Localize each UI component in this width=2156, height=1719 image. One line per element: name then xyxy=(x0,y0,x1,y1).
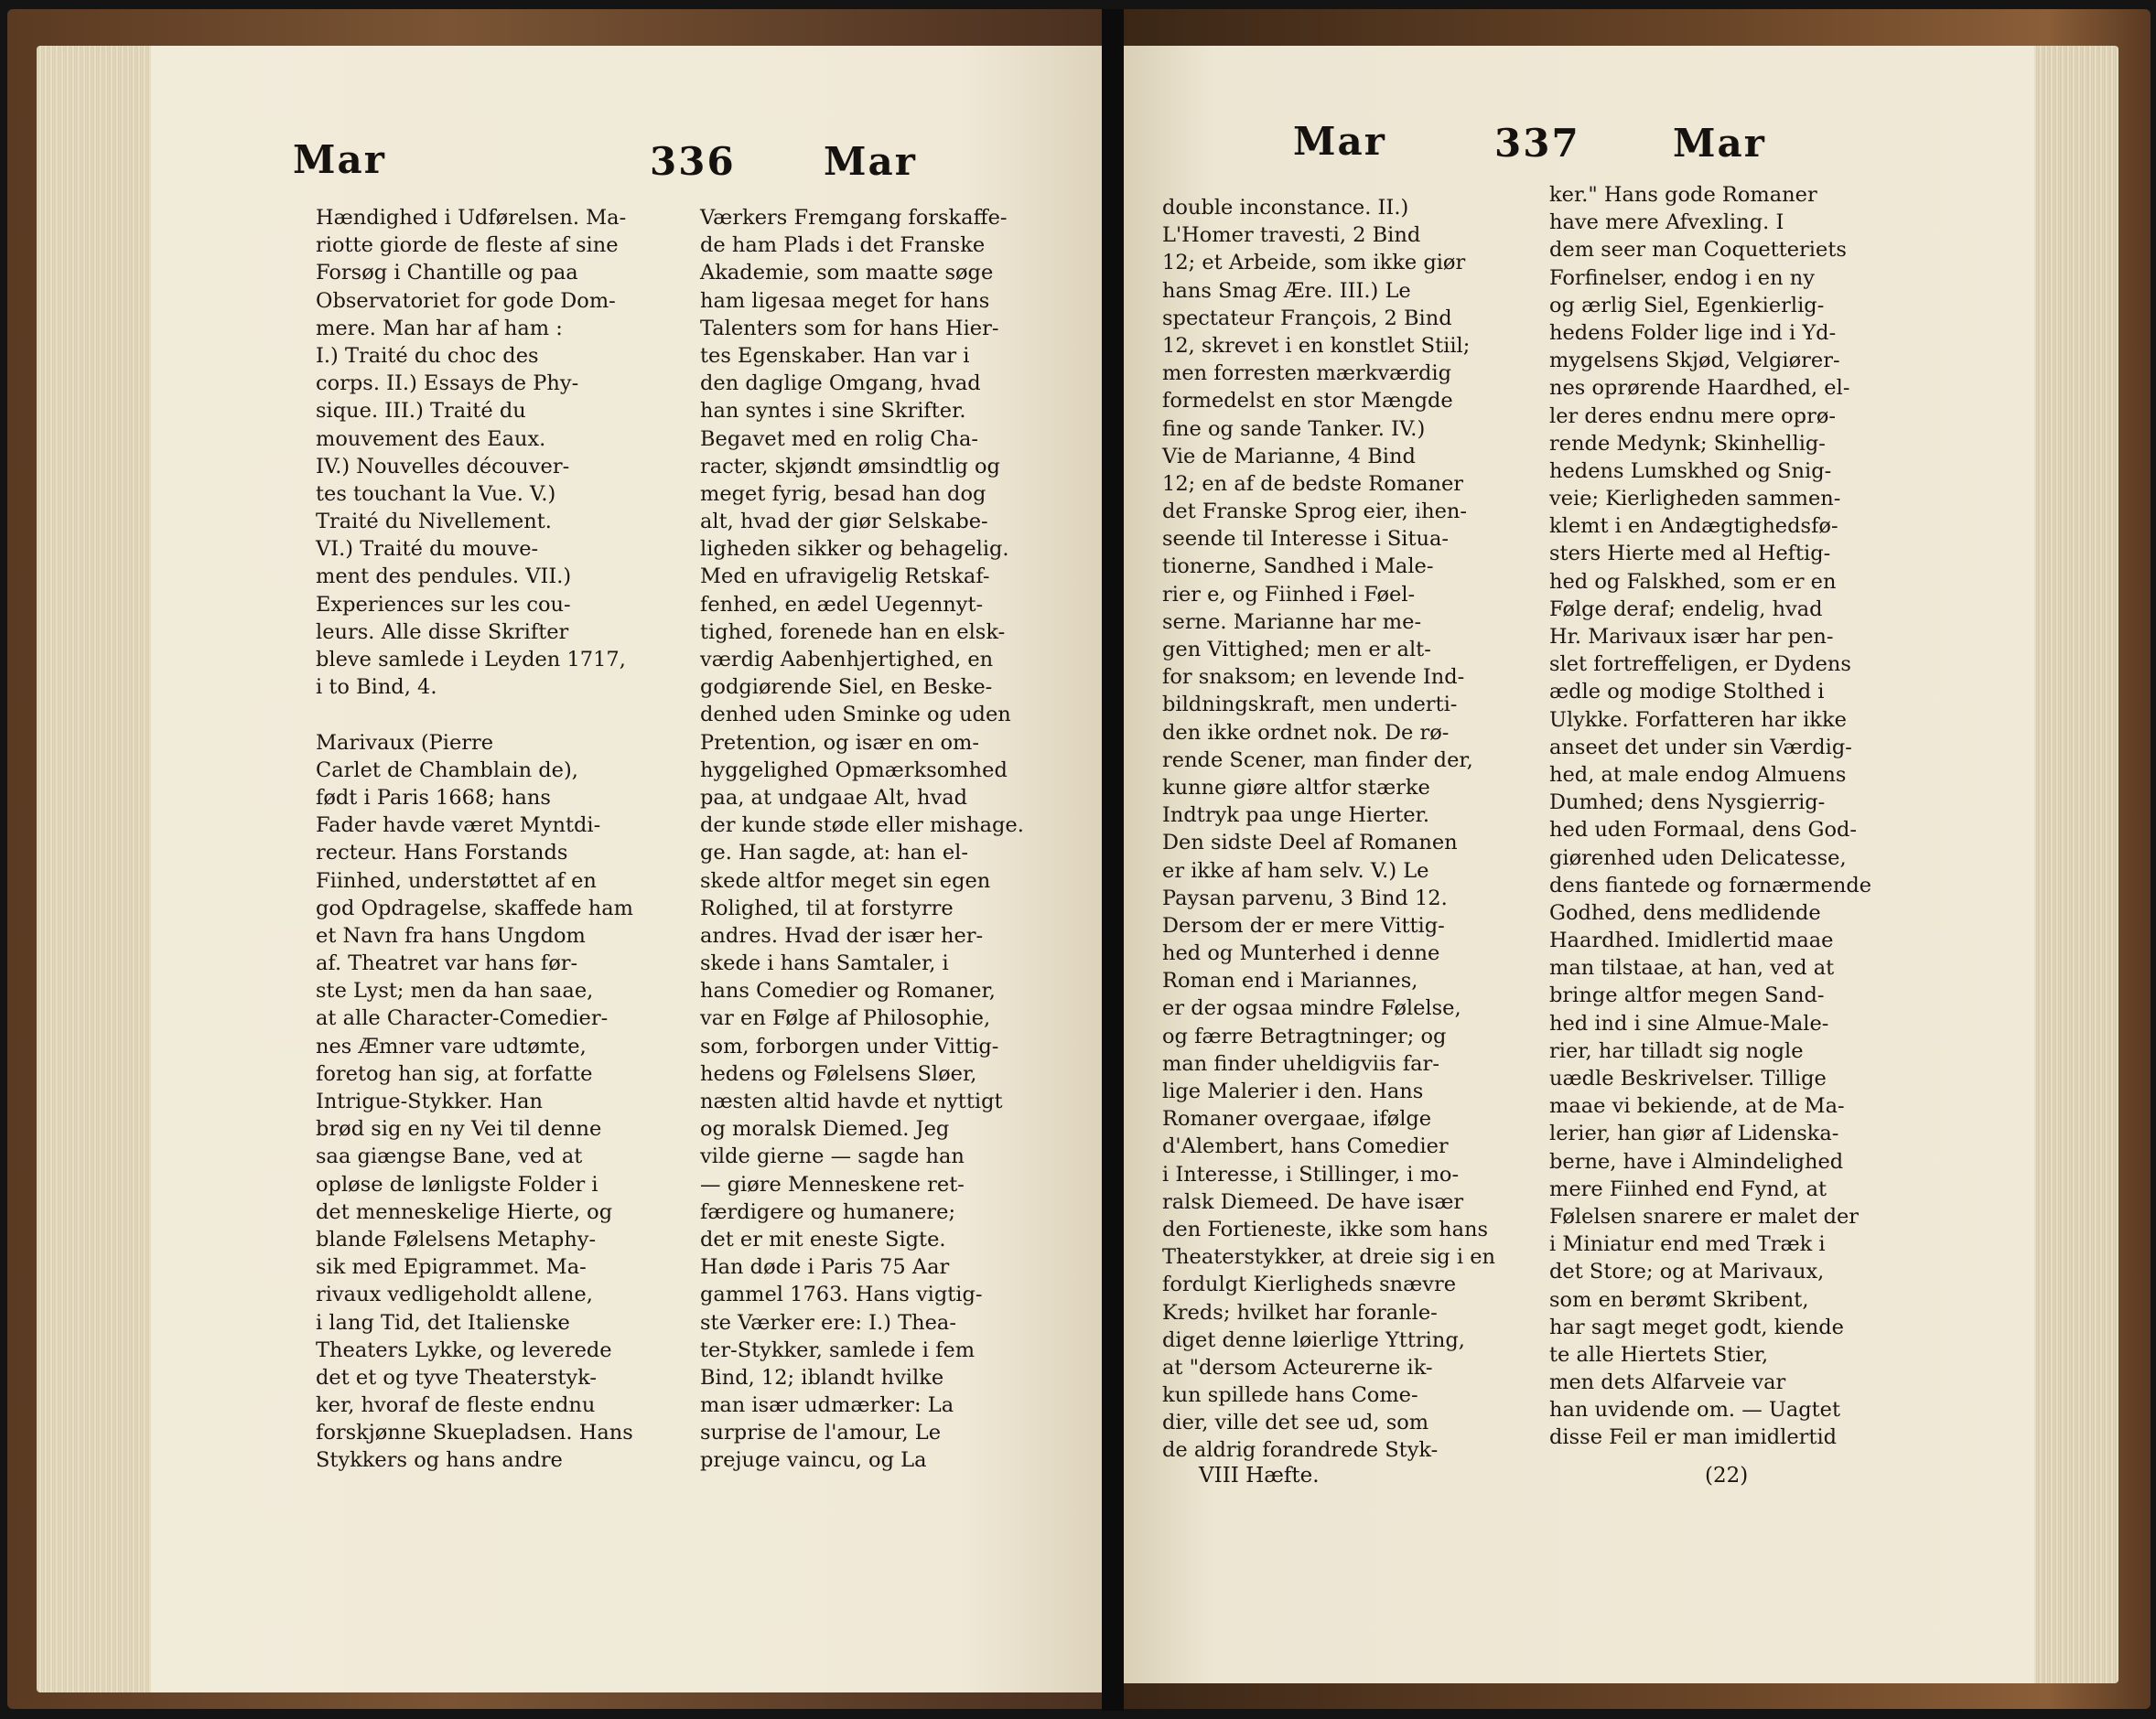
text-line: lerier, han giør af Lidenska- xyxy=(1549,1122,1839,1146)
text-line: anseet det under sin Værdig- xyxy=(1549,735,1852,759)
text-line: Følge deraf; endelig, hvad xyxy=(1549,596,1823,621)
text-line: bildningskraft, men underti- xyxy=(1162,693,1458,717)
text-line: lige Malerier i den. Hans xyxy=(1162,1080,1424,1103)
left-header-right: Mar xyxy=(824,139,917,184)
text-line: 12; et Arbeide, som ikke giør xyxy=(1162,251,1466,275)
text-line: Talenters som for hans Hier- xyxy=(700,316,999,340)
left-page-column-1 xyxy=(316,204,663,1475)
text-line: leurs. Alle disse Skrifter xyxy=(316,619,569,644)
text-line: hed ind i sine Almue-Male- xyxy=(1549,1011,1829,1036)
left-page-number: 336 xyxy=(650,139,736,184)
text-line: tes touchant la Vue. V.) xyxy=(316,481,556,506)
text-line: rende Scener, man finder der, xyxy=(1162,747,1473,772)
text-line: hed og Munterhed i denne xyxy=(1162,941,1440,966)
text-line: hedens og Følelsens Sløer, xyxy=(700,1061,977,1086)
text-line: sique. III.) Traité du xyxy=(316,399,526,424)
text-line: riotte giorde de fleste af sine xyxy=(316,233,619,258)
text-line: Haardhed. Imidlertid maae xyxy=(1549,929,1834,953)
text-line: recteur. Hans Forstands xyxy=(316,841,568,865)
text-line: denhed uden Sminke og uden xyxy=(700,703,1011,727)
text-line: ler deres endnu mere oprø- xyxy=(1549,403,1836,428)
text-line: kun spillede hans Come- xyxy=(1162,1383,1418,1408)
text-line: skede i hans Samtaler, i xyxy=(700,951,949,976)
text-line: Marivaux (Pierre xyxy=(316,730,494,755)
text-line: Theaters Lykke, og leverede xyxy=(316,1338,612,1362)
text-line: ge. Han sagde, at: han el- xyxy=(700,841,968,865)
text-line: den Fortieneste, ikke som hans xyxy=(1162,1217,1489,1241)
text-line: næsten altid havde et nyttigt xyxy=(700,1090,1003,1113)
right-page-number: 337 xyxy=(1494,121,1580,166)
text-line: for snaksom; en levende Ind- xyxy=(1162,665,1465,690)
text-line: rivaux vedligeholdt allene, xyxy=(316,1283,593,1307)
text-line: foretog han sig, at forfatte xyxy=(316,1061,593,1086)
text-line: hedens Lumskhed og Snig- xyxy=(1549,458,1832,483)
text-line: Forsøg i Chantille og paa xyxy=(316,261,578,285)
text-line: ste Værker ere: I.) Thea- xyxy=(700,1310,956,1335)
text-line: Fiinhed, understøttet af en xyxy=(316,868,597,893)
text-line: hans Smag Ære. III.) Le xyxy=(1162,278,1411,303)
text-line: Dumhed; dens Nysgierrig- xyxy=(1549,790,1826,815)
text-line: giørenhed uden Delicatesse, xyxy=(1549,845,1847,870)
text-line: det er mit eneste Sigte. xyxy=(700,1227,946,1252)
text-line: Dersom der er mere Vittig- xyxy=(1162,913,1445,938)
text-line: mygelsens Skjød, Velgiører- xyxy=(1549,349,1840,373)
right-page-column-2 xyxy=(1549,181,1915,1452)
text-line: det menneskelige Hierte, og xyxy=(316,1199,613,1224)
text-line: uædle Beskrivelser. Tillige xyxy=(1549,1067,1827,1090)
text-line: kunne giøre altfor stærke xyxy=(1162,775,1430,800)
text-line: fenhed, en ædel Uegennyt- xyxy=(700,592,984,617)
text-line: bleve samlede i Leyden 1717, xyxy=(316,648,626,671)
text-line: dier, ville det see ud, som xyxy=(1162,1411,1429,1435)
text-line: saa giængse Bane, ved at xyxy=(316,1144,583,1169)
text-line: ædle og modige Stolthed i xyxy=(1549,680,1825,704)
book-gutter xyxy=(1102,9,1124,1711)
text-line: Stykkers og hans andre xyxy=(316,1448,563,1473)
right-header-left: Mar xyxy=(1293,119,1386,164)
text-line: at "dersom Acteurerne ik- xyxy=(1162,1355,1433,1380)
text-line: racter, skjøndt ømsindtlig og xyxy=(700,454,1000,478)
text-line: Han døde i Paris 75 Aar xyxy=(700,1255,950,1280)
text-line: slet fortreffeligen, er Dydens xyxy=(1549,652,1851,677)
text-line: Indtryk paa unge Hierter. xyxy=(1162,803,1429,828)
text-line: 12, skrevet i en konstlet Stiil; xyxy=(1162,333,1471,358)
text-line: han uvidende om. — Uagtet xyxy=(1549,1398,1841,1423)
right-page xyxy=(1124,46,2034,1683)
text-line: i Interesse, i Stillinger, i mo- xyxy=(1162,1162,1460,1187)
text-line: Med en ufravigelig Retskaf- xyxy=(700,564,990,589)
text-line: ment des pendules. VII.) xyxy=(316,564,572,589)
text-line: Forfinelser, endog i en ny xyxy=(1549,265,1815,290)
text-line: det et og tyve Theaterstyk- xyxy=(316,1365,597,1390)
text-line: paa, at undgaae Alt, hvad xyxy=(700,785,968,810)
text-line: værdig Aabenhjertighed, en xyxy=(700,648,994,671)
page-edges-left xyxy=(37,46,156,1692)
text-line: disse Feil er man imidlertid xyxy=(1549,1425,1838,1450)
page-edges-right xyxy=(2032,46,2118,1683)
text-line: hans Comedier og Romaner, xyxy=(700,979,996,1004)
right-page-column-1 xyxy=(1162,194,1519,1465)
text-line: man især udmærker: La xyxy=(700,1393,954,1418)
text-line: Romaner overgaae, ifølge xyxy=(1162,1107,1432,1132)
text-line: god Opdragelse, skaffede ham xyxy=(316,896,634,920)
text-line: tighed, forenede han en elsk- xyxy=(700,619,1006,644)
text-line: de aldrig forandrede Styk- xyxy=(1162,1438,1439,1463)
text-line: te alle Hiertets Stier, xyxy=(1549,1342,1769,1367)
left-page xyxy=(151,46,1103,1692)
text-line: dem seer man Coquetteriets xyxy=(1549,238,1847,263)
text-line: double inconstance. II.) xyxy=(1162,196,1409,220)
text-line: Den sidste Deel af Romanen xyxy=(1162,831,1458,855)
text-line: Følelsen snarere er malet der xyxy=(1549,1204,1860,1229)
text-line: nes Æmner vare udtømte, xyxy=(316,1034,587,1058)
text-line: andres. Hvad der især her- xyxy=(700,923,984,948)
text-line: i Miniatur end med Træk i xyxy=(1549,1232,1826,1257)
text-line: hedens Folder lige ind i Yd- xyxy=(1549,320,1837,345)
text-line: Fader havde været Myntdi- xyxy=(316,813,601,838)
text-line: i to Bind, 4. xyxy=(316,675,437,700)
text-line: forskjønne Skuepladsen. Hans xyxy=(316,1421,633,1445)
text-line: der kunde støde eller mishage. xyxy=(700,813,1024,838)
text-line: var en Følge af Philosophie, xyxy=(700,1006,991,1031)
text-line: spectateur François, 2 Bind xyxy=(1162,306,1452,330)
text-line: maae vi bekiende, at de Ma- xyxy=(1549,1094,1845,1119)
text-line: Ulykke. Forfatteren har ikke xyxy=(1549,707,1847,732)
text-line: er ikke af ham selv. V.) Le xyxy=(1162,858,1429,883)
text-line: sters Hierte med al Heftig- xyxy=(1549,542,1831,566)
text-line: ker." Hans gode Romaner xyxy=(1549,183,1817,207)
text-line: mouvement des Eaux. xyxy=(316,426,546,451)
text-line: tes Egenskaber. Han var i xyxy=(700,343,970,368)
text-line: og ærlig Siel, Egenkierlig- xyxy=(1549,293,1825,317)
text-line: veie; Kierligheden sammen- xyxy=(1549,487,1841,511)
text-line: det Franske Sprog eier, ihen- xyxy=(1162,500,1468,524)
text-line: Bind, 12; iblandt hvilke xyxy=(700,1365,944,1390)
text-line: Godhed, dens medlidende xyxy=(1549,900,1821,925)
text-line: mere. Man har af ham : xyxy=(316,316,563,340)
text-line: have mere Afvexling. I xyxy=(1549,210,1784,235)
text-line: men dets Alfarveie var xyxy=(1549,1370,1786,1395)
text-line: fine og sande Tanker. IV.) xyxy=(1162,416,1426,441)
text-line: rende Medynk; Skinhellig- xyxy=(1549,431,1826,456)
text-line: af. Theatret var hans før- xyxy=(316,951,578,976)
text-line: IV.) Nouvelles découver- xyxy=(316,454,570,478)
text-line: de ham Plads i det Franske xyxy=(700,233,986,258)
text-line xyxy=(316,701,663,728)
text-line: prejuge vaincu, og La xyxy=(700,1448,927,1473)
text-line: — giøre Menneskene ret- xyxy=(700,1172,965,1197)
text-line: Roman end i Mariannes, xyxy=(1162,969,1418,994)
text-line: Pretention, og især en om- xyxy=(700,730,979,755)
text-line: Observatoriet for gode Dom- xyxy=(316,288,616,313)
text-line: som, forborgen under Vittig- xyxy=(700,1034,999,1058)
text-line: færdigere og humanere; xyxy=(700,1199,956,1224)
text-line: Experiences sur les cou- xyxy=(316,592,571,617)
text-line: den daglige Omgang, hvad xyxy=(700,371,981,396)
text-line: som en berømt Skribent, xyxy=(1549,1287,1809,1312)
text-line: gen Vittighed; men er alt- xyxy=(1162,638,1431,661)
text-line: hyggelighed Opmærksomhed xyxy=(700,757,1008,782)
right-header-right: Mar xyxy=(1673,121,1766,166)
text-line: formedelst en stor Mængde xyxy=(1162,389,1453,414)
sheet-number: (22) xyxy=(1705,1464,1749,1488)
text-line: Hændighed i Udførelsen. Ma- xyxy=(316,206,627,230)
text-line: I.) Traité du choc des xyxy=(316,343,539,368)
text-line: det Store; og at Marivaux, xyxy=(1549,1260,1825,1284)
text-line: 12; en af de bedste Romaner xyxy=(1162,471,1464,496)
signature-mark: VIII Hæfte. xyxy=(1199,1464,1320,1488)
left-header-left: Mar xyxy=(293,137,386,182)
text-line: ligheden sikker og behagelig. xyxy=(700,537,1009,562)
text-line: skede altfor meget sin egen xyxy=(700,868,991,893)
text-line: Værkers Fremgang forskaffe- xyxy=(700,206,1008,230)
text-line: d'Alembert, hans Comedier xyxy=(1162,1134,1449,1159)
text-line: et Navn fra hans Ungdom xyxy=(316,923,586,948)
text-line: serne. Marianne har me- xyxy=(1162,609,1422,634)
text-line: blande Følelsens Metaphy- xyxy=(316,1227,597,1252)
text-line: og færre Betragtninger; og xyxy=(1162,1024,1447,1048)
text-line: nes oprørende Haardhed, el- xyxy=(1549,376,1850,401)
text-line: L'Homer travesti, 2 Bind xyxy=(1162,223,1421,248)
text-line: sik med Epigrammet. Ma- xyxy=(316,1255,587,1280)
text-line: og moralsk Diemed. Jeg xyxy=(700,1117,950,1142)
text-line: godgiørende Siel, en Beske- xyxy=(700,675,993,700)
text-line: er der ogsaa mindre Følelse, xyxy=(1162,996,1461,1021)
text-line: brød sig en ny Vei til denne xyxy=(316,1117,602,1142)
text-line: rier, har tilladt sig nogle xyxy=(1549,1038,1804,1063)
text-line: VI.) Traité du mouve- xyxy=(316,537,539,562)
text-line: man finder uheldigviis far- xyxy=(1162,1051,1439,1076)
text-line: gammel 1763. Hans vigtig- xyxy=(700,1283,983,1307)
text-line: opløse de lønligste Folder i xyxy=(316,1172,598,1197)
text-line: Paysan parvenu, 3 Bind 12. xyxy=(1162,886,1448,910)
text-line: Intrigue-Stykker. Han xyxy=(316,1090,544,1113)
text-line: Rolighed, til at forstyrre xyxy=(700,896,954,920)
text-line: at alle Character-Comedier- xyxy=(316,1006,609,1031)
text-line: mere Fiinhed end Fynd, at xyxy=(1549,1176,1827,1201)
text-line: surprise de l'amour, Le xyxy=(700,1421,942,1445)
text-line: Kreds; hvilket har foranle- xyxy=(1162,1300,1438,1325)
text-line: fordulgt Kierligheds snævre xyxy=(1162,1273,1457,1297)
text-line: vilde gierne — sagde han xyxy=(700,1144,965,1169)
text-line: tionerne, Sandhed i Male- xyxy=(1162,554,1434,579)
text-line: Hr. Marivaux især har pen- xyxy=(1549,625,1834,649)
text-line: man tilstaae, at han, ved at xyxy=(1549,956,1835,981)
text-line: ralsk Diemeed. De have især xyxy=(1162,1189,1464,1214)
text-line: ste Lyst; men da han saae, xyxy=(316,979,594,1004)
text-line: ham ligesaa meget for hans xyxy=(700,288,990,313)
text-line: ker, hvoraf de fleste endnu xyxy=(316,1393,596,1418)
text-line: dens fiantede og fornærmende xyxy=(1549,873,1872,897)
left-page-column-2 xyxy=(700,204,1066,1475)
text-line: meget fyrig, besad han dog xyxy=(700,481,986,506)
text-line: født i Paris 1668; hans xyxy=(316,785,551,810)
text-line: Traité du Nivellement. xyxy=(316,510,552,534)
text-line: hed, at male endog Almuens xyxy=(1549,762,1847,787)
text-line: rier e, og Fiinhed i Føel- xyxy=(1162,582,1416,607)
text-line: Begavet med en rolig Cha- xyxy=(700,426,979,451)
text-line: berne, have i Almindelighed xyxy=(1549,1149,1844,1174)
text-line: men forresten mærkværdig xyxy=(1162,361,1452,386)
text-line: klemt i en Andægtighedsfø- xyxy=(1549,514,1838,539)
text-line: har sagt meget godt, kiende xyxy=(1549,1315,1844,1339)
text-line: alt, hvad der giør Selskabe- xyxy=(700,510,988,534)
text-line: hed og Falskhed, som er en xyxy=(1549,569,1837,594)
text-line: bringe altfor megen Sand- xyxy=(1549,983,1825,1008)
text-line: i lang Tid, det Italienske xyxy=(316,1310,570,1335)
text-line: corps. II.) Essays de Phy- xyxy=(316,371,579,396)
text-line: ter-Stykker, samlede i fem xyxy=(700,1338,976,1362)
text-line: Vie de Marianne, 4 Bind xyxy=(1162,444,1416,468)
text-line: Akademie, som maatte søge xyxy=(700,261,994,285)
text-line: han syntes i sine Skrifter. xyxy=(700,399,966,424)
text-line: den ikke ordnet nok. De rø- xyxy=(1162,720,1450,745)
text-line: seende til Interesse i Situa- xyxy=(1162,527,1450,552)
text-line: hed uden Formaal, dens God- xyxy=(1549,818,1857,843)
text-line: Carlet de Chamblain de), xyxy=(316,757,578,782)
text-line: diget denne løierlige Yttring, xyxy=(1162,1327,1465,1352)
text-line: Theaterstykker, at dreie sig i en xyxy=(1162,1245,1496,1270)
